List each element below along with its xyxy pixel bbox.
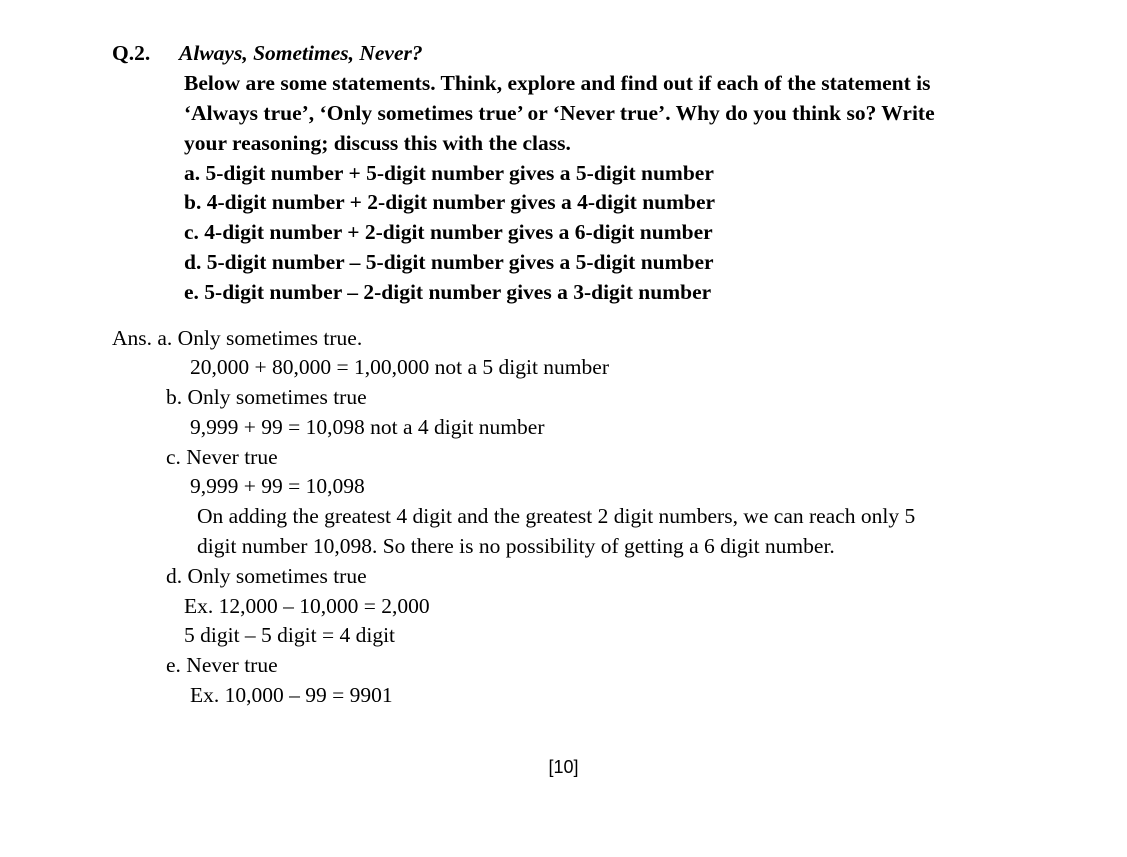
question-title: Always, Sometimes, Never? — [179, 41, 423, 65]
question-intro-line-3: your reasoning; discuss this with the class. — [184, 131, 571, 155]
question-intro-line-2: ‘Always true’, ‘Only sometimes true’ or ‘Never true’. Why do you think so? Write — [184, 101, 935, 125]
answer-d-note: 5 digit – 5 digit = 4 digit — [184, 623, 396, 647]
answer-c-label: c. Never true — [166, 445, 278, 469]
answer-c-explanation-2: digit number 10,098. So there is no possibility of getting a 6 digit number. — [197, 534, 835, 558]
question-intro-line-1: Below are some statements. Think, explore and find out if each of the statement is — [184, 71, 931, 95]
answer-d-label: d. Only sometimes true — [166, 564, 367, 588]
answer-e-example: Ex. 10,000 – 99 = 9901 — [190, 683, 393, 707]
answer-a-example: 20,000 + 80,000 = 1,00,000 not a 5 digit number — [190, 355, 609, 379]
answer-c-explanation-1: On adding the greatest 4 digit and the greatest 2 digit numbers, we can reach only 5 — [197, 504, 916, 528]
statement-d: d. 5-digit number – 5-digit number gives a 5-digit number — [184, 250, 714, 274]
statement-e: e. 5-digit number – 2-digit number gives a 3-digit number — [184, 280, 712, 304]
statement-a: a. 5-digit number + 5-digit number gives a 5-digit number — [184, 161, 714, 185]
question-number: Q.2. — [112, 41, 151, 65]
answer-c-example: 9,999 + 99 = 10,098 — [190, 474, 365, 498]
answer-d-example: Ex. 12,000 – 10,000 = 2,000 — [184, 594, 430, 618]
statement-b: b. 4-digit number + 2-digit number gives a 4-digit number — [184, 190, 716, 214]
answer-e-label: e. Never true — [166, 653, 278, 677]
page-number: [10] — [548, 757, 579, 777]
answer-b-label: b. Only sometimes true — [166, 385, 367, 409]
answer-a-label: Ans. a. Only sometimes true. — [112, 326, 363, 350]
statement-c: c. 4-digit number + 2-digit number gives a 6-digit number — [184, 220, 713, 244]
answer-b-example: 9,999 + 99 = 10,098 not a 4 digit number — [190, 415, 545, 439]
